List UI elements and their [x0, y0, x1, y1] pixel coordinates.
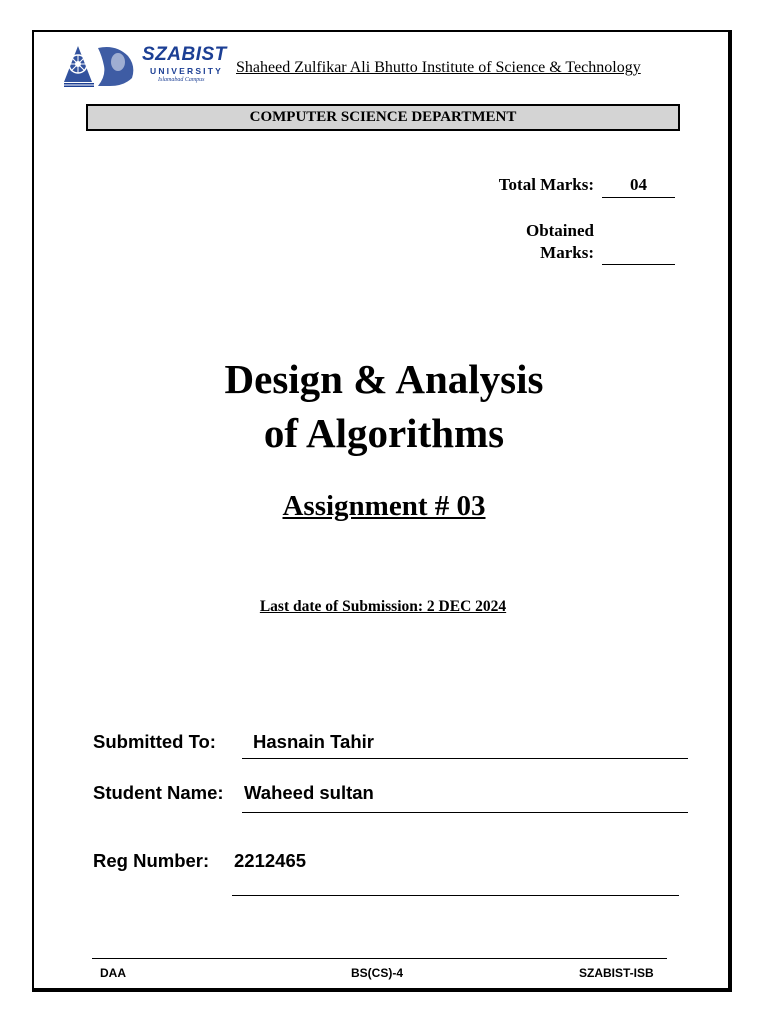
student-name-label: Student Name: — [93, 782, 224, 803]
submitted-to-label: Submitted To: — [93, 731, 216, 752]
course-title-line-1: Design & Analysis — [224, 356, 544, 402]
obtained-marks-label-1: Obtained — [525, 221, 594, 240]
submitted-to-value: Hasnain Tahir — [253, 731, 374, 752]
reg-number-label: Reg Number: — [93, 850, 210, 871]
submission-deadline: Last date of Submission: 2 DEC 2024 — [259, 598, 507, 615]
assignment-number: Assignment # 03 — [282, 490, 486, 522]
logo-subtitle: UNIVERSITY — [150, 66, 224, 76]
course-title-line-2: of Algorithms — [263, 410, 505, 456]
total-marks-label: Total Marks: — [498, 175, 594, 194]
footer-divider — [92, 958, 667, 959]
student-name-line — [242, 812, 688, 813]
footer-course: DAA — [100, 966, 126, 980]
total-marks-value: 04 — [602, 175, 675, 198]
obtained-marks-label-2: Marks: — [540, 243, 594, 262]
institute-name: Shaheed Zulfikar Ali Bhutto Institute of Science & Technology — [236, 59, 641, 76]
footer-program: BS(CS)-4 — [351, 966, 404, 980]
szabist-logo-icon — [62, 42, 138, 88]
student-name-value: Waheed sultan — [244, 782, 374, 803]
logo-campus: Islamabad Campus — [158, 77, 205, 83]
department-banner: COMPUTER SCIENCE DEPARTMENT — [86, 104, 680, 131]
footer-campus: SZABIST-ISB — [579, 966, 654, 980]
logo-name: SZABIST — [142, 44, 227, 65]
reg-number-value: 2212465 — [234, 850, 307, 871]
obtained-marks-value — [602, 243, 675, 265]
reg-number-line — [232, 895, 679, 896]
submitted-to-line — [242, 758, 688, 759]
course-title — [0, 352, 768, 460]
szabist-logo — [62, 42, 227, 88]
